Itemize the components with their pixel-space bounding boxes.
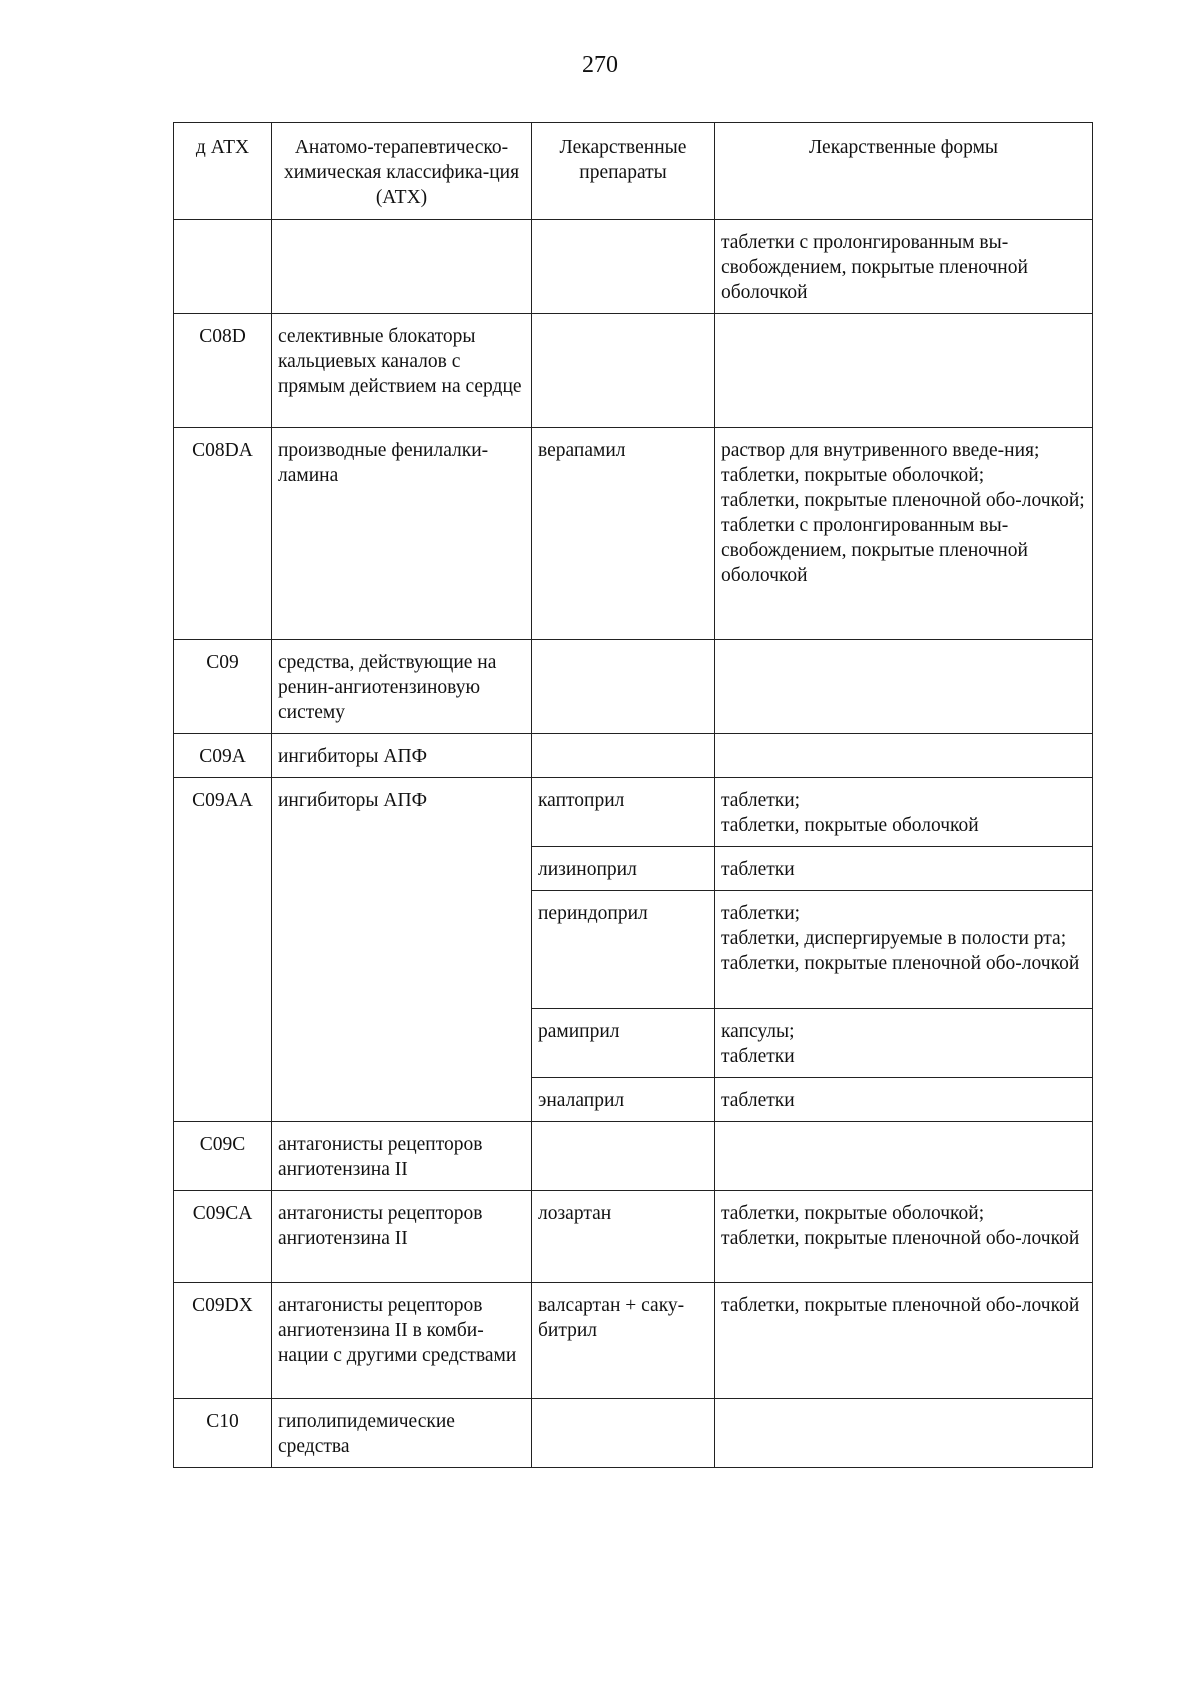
drug-name: лозартан bbox=[532, 1191, 715, 1283]
dosage-forms bbox=[715, 1191, 1093, 1283]
dosage-forms bbox=[715, 428, 1093, 640]
drug-name bbox=[532, 1399, 715, 1468]
table-header-row bbox=[174, 123, 1093, 220]
drug-name: периндоприл bbox=[532, 891, 715, 1009]
table-row bbox=[174, 220, 1093, 314]
dosage-forms bbox=[715, 1078, 1093, 1122]
dosage-forms bbox=[715, 1009, 1093, 1078]
drug-name: рамиприл bbox=[532, 1009, 715, 1078]
dosage-forms bbox=[715, 891, 1093, 1009]
table-row bbox=[174, 1122, 1093, 1191]
page-number: 270 bbox=[582, 52, 618, 78]
drug-name: эналаприл bbox=[532, 1078, 715, 1122]
dosage-form: таблетки, покрытые пленочной обо-лочкой bbox=[721, 953, 1080, 974]
dosage-form: таблетки bbox=[721, 1046, 795, 1067]
drug-name: валсартан + саку-битрил bbox=[532, 1283, 715, 1399]
atx-classification: селективные блокаторы кальциевых каналов с прямым действием на сердце bbox=[272, 314, 532, 428]
atx-table bbox=[173, 122, 1093, 1468]
dosage-form: таблетки bbox=[721, 1090, 795, 1111]
dosage-form: таблетки, диспергируемые в полости рта; bbox=[721, 928, 1067, 949]
header-forms: Лекарственные формы bbox=[715, 123, 1093, 220]
atx-code: C10 bbox=[174, 1399, 272, 1468]
atx-classification: антагонисты рецепторов ангиотензина II bbox=[272, 1122, 532, 1191]
atx-classification bbox=[272, 220, 532, 314]
atx-classification: средства, действующие на ренин-ангиотензиновую систему bbox=[272, 640, 532, 734]
drug-name: верапамил bbox=[532, 428, 715, 640]
dosage-forms bbox=[715, 1399, 1093, 1468]
table-row bbox=[174, 1191, 1093, 1283]
atx-code: C09DX bbox=[174, 1283, 272, 1399]
table-row bbox=[174, 640, 1093, 734]
atx-code: C09C bbox=[174, 1122, 272, 1191]
drug-name bbox=[532, 640, 715, 734]
dosage-form: таблетки, покрытые пленочной обо-лочкой bbox=[721, 1228, 1080, 1249]
dosage-form: таблетки, покрытые пленочной обо-лочкой bbox=[721, 1295, 1080, 1316]
dosage-forms bbox=[715, 847, 1093, 891]
atx-classification: ингибиторы АПФ bbox=[272, 778, 532, 1122]
dosage-forms bbox=[715, 640, 1093, 734]
dosage-forms bbox=[715, 734, 1093, 778]
dosage-forms bbox=[715, 1283, 1093, 1399]
drug-name bbox=[532, 220, 715, 314]
dosage-form: таблетки с пролонгированным вы-свобождением, покрытые пленочной оболочкой bbox=[721, 232, 1028, 303]
dosage-forms bbox=[715, 1122, 1093, 1191]
atx-classification: производные фенилалки-ламина bbox=[272, 428, 532, 640]
table-row bbox=[174, 734, 1093, 778]
atx-code: C08DA bbox=[174, 428, 272, 640]
dosage-forms bbox=[715, 220, 1093, 314]
dosage-form: таблетки; bbox=[721, 903, 801, 924]
dosage-form: таблетки, покрытые пленочной обо-лочкой; bbox=[721, 490, 1085, 511]
dosage-form: таблетки; bbox=[721, 790, 801, 811]
dosage-forms bbox=[715, 778, 1093, 847]
dosage-form: таблетки bbox=[721, 859, 795, 880]
dosage-form: таблетки, покрытые оболочкой bbox=[721, 815, 979, 836]
dosage-form: таблетки, покрытые оболочкой; bbox=[721, 1203, 985, 1224]
atx-code: C09CA bbox=[174, 1191, 272, 1283]
atx-classification: антагонисты рецепторов ангиотензина II bbox=[272, 1191, 532, 1283]
drug-name bbox=[532, 314, 715, 428]
table-row bbox=[174, 778, 1093, 847]
atx-code: C09AA bbox=[174, 778, 272, 1122]
table-row bbox=[174, 1399, 1093, 1468]
header-drugs: Лекарственные препараты bbox=[532, 123, 715, 220]
dosage-form: раствор для внутривенного введе-ния; bbox=[721, 440, 1040, 461]
dosage-forms bbox=[715, 314, 1093, 428]
atx-code: C08D bbox=[174, 314, 272, 428]
atx-code: C09A bbox=[174, 734, 272, 778]
drug-name: каптоприл bbox=[532, 778, 715, 847]
header-classification: Анатомо-терапевтическо-химическая классифика-ция (АТХ) bbox=[272, 123, 532, 220]
drug-name: лизиноприл bbox=[532, 847, 715, 891]
header-code: д АТХ bbox=[174, 123, 272, 220]
atx-code bbox=[174, 220, 272, 314]
atx-classification: гиполипидемические средства bbox=[272, 1399, 532, 1468]
table-row bbox=[174, 428, 1093, 640]
table-row bbox=[174, 314, 1093, 428]
drug-name bbox=[532, 734, 715, 778]
atx-code: C09 bbox=[174, 640, 272, 734]
atx-classification: ингибиторы АПФ bbox=[272, 734, 532, 778]
dosage-form: таблетки, покрытые оболочкой; bbox=[721, 465, 985, 486]
drug-name bbox=[532, 1122, 715, 1191]
table-row bbox=[174, 1283, 1093, 1399]
dosage-form: капсулы; bbox=[721, 1021, 795, 1042]
dosage-form: таблетки с пролонгированным вы-свобождением, покрытые пленочной оболочкой bbox=[721, 515, 1028, 586]
atx-classification: антагонисты рецепторов ангиотензина II в комби-нации с другими средствами bbox=[272, 1283, 532, 1399]
